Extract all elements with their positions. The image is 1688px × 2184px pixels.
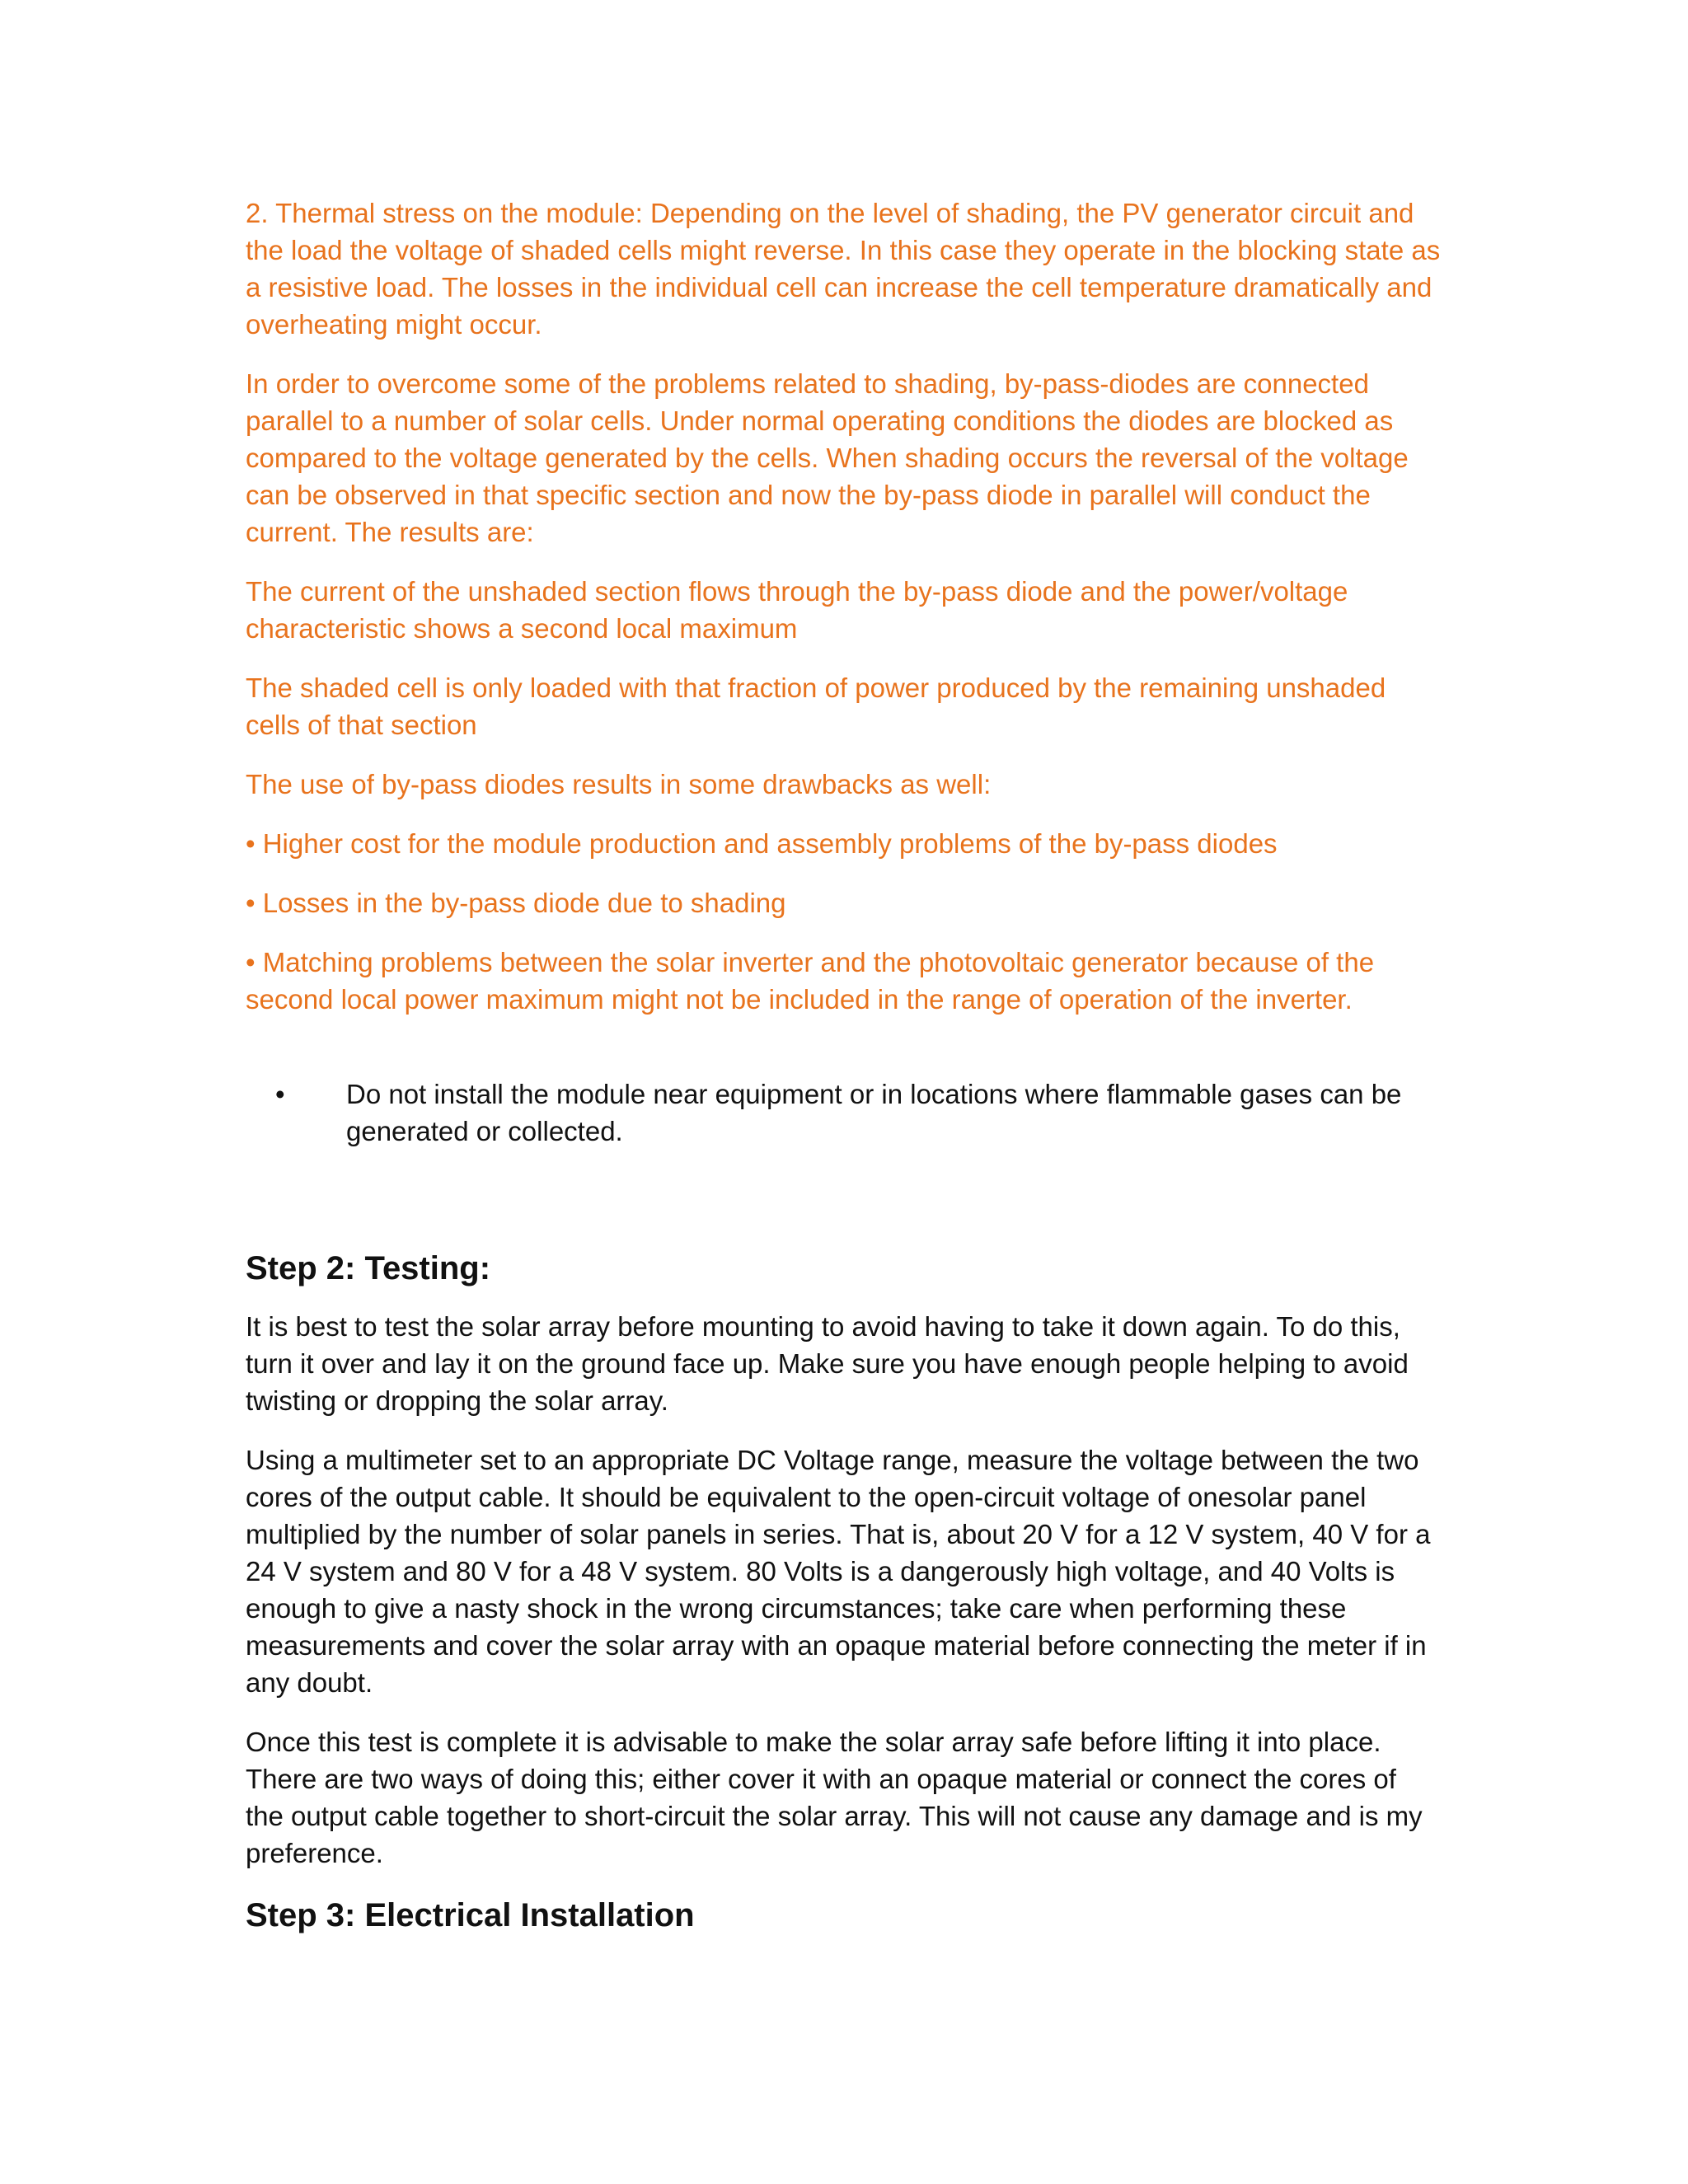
document-page (246, 194, 1441, 1955)
testing-paragraph-2: Using a multimeter set to an appropriate DC Voltage range, measure the voltage between the two cores of the output cable. It should be equivalent to the open-circuit voltage of onesolar panel multiplied by the number of solar panels in series. That is, about 20 V for a 12 V system, 40 V for a 24 V system and 80 V for a 48 V system. 80 Volts is a dangerously high voltage, and 40 Volts is enough to give a nasty shock in the wrong circumstances; take care when performing these measurements and cover the solar array with an opaque material before connecting the meter if in any doubt. (246, 1445, 1431, 1698)
drawback-cost-item: • Higher cost for the module production and assembly problems of the by-pass diodes (246, 828, 1278, 859)
list-item (246, 1076, 1441, 1150)
bypass-diodes-paragraph: In order to overcome some of the problems related to shading, by-pass-diodes are connected parallel to a number of solar cells. Under normal operating conditions the diodes are blocked as compared to the voltage generated by the cells. When shading occurs the reversal of the voltage can be observed in that specific section and now the by-pass diode in parallel will conduct the current. The results are: (246, 368, 1409, 547)
testing-paragraph-3: Once this test is complete it is advisable to make the solar array safe before lifting it into place. There are two ways of doing this; either cover it with an opaque material or connect the cores of the output cable together to short-circuit the solar array. This will not cause any damage and is my preference. (246, 1727, 1423, 1868)
shaded-cell-paragraph: The shaded cell is only loaded with that fraction of power produced by the remaining unshaded cells of that section (246, 673, 1386, 740)
step2-heading: Step 2: Testing: (246, 1250, 491, 1286)
drawbacks-intro-paragraph: The use of by-pass diodes results in some drawbacks as well: (246, 769, 992, 799)
drawback-losses-item: • Losses in the by-pass diode due to shading (246, 888, 786, 918)
unshaded-current-paragraph: The current of the unshaded section flows through the by-pass diode and the power/voltage characteristic shows a second local maximum (246, 576, 1348, 644)
thermal-stress-paragraph: 2. Thermal stress on the module: Depending on the level of shading, the PV generator circuit and the load the voltage of shaded cells might reverse. In this case they operate in the blocking state as a resistive load. The losses in the individual cell can increase the cell temperature dramatically and overheating might occur. (246, 198, 1441, 340)
bullet-text: Do not install the module near equipment or in locations where flammable gases can be generated or collected. (346, 1079, 1402, 1146)
safety-bullet-list (246, 1076, 1441, 1150)
bullet-marker: • (275, 1079, 285, 1109)
step3-heading: Step 3: Electrical Installation (246, 1897, 695, 1933)
drawback-matching-item: • Matching problems between the solar inverter and the photovoltaic generator because of the second local power maximum might not be included in the range of operation of the inverter. (246, 947, 1375, 1015)
testing-paragraph-1: It is best to test the solar array before mounting to avoid having to take it down again. To do this, turn it over and lay it on the ground face up. Make sure you have enough people helping to avoid twisting or dropping the solar array. (246, 1311, 1409, 1416)
